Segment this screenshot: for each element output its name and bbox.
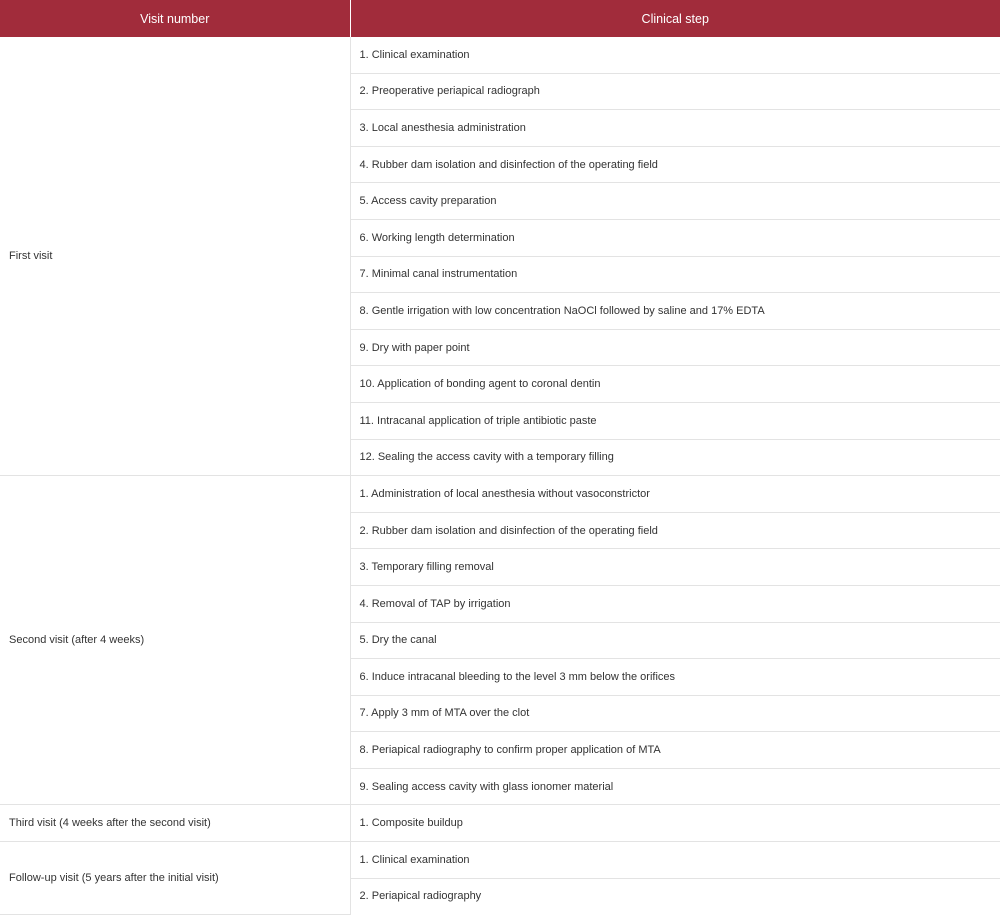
clinical-step-cell: 7. Minimal canal instrumentation — [350, 256, 1000, 293]
clinical-step-cell: 6. Working length determination — [350, 219, 1000, 256]
header-visit-number: Visit number — [0, 0, 350, 37]
clinical-step-cell: 5. Access cavity preparation — [350, 183, 1000, 220]
clinical-step-cell: 3. Local anesthesia administration — [350, 110, 1000, 147]
clinical-step-cell: 4. Removal of TAP by irrigation — [350, 585, 1000, 622]
table-body — [0, 37, 1000, 914]
table-row — [0, 37, 1000, 73]
clinical-step-cell: 1. Composite buildup — [350, 805, 1000, 842]
table-row — [0, 805, 1000, 842]
visit-label-cell: First visit — [0, 37, 350, 476]
clinical-step-cell: 4. Rubber dam isolation and disinfection of the operating field — [350, 146, 1000, 183]
clinical-step-cell: 8. Gentle irrigation with low concentration NaOCl followed by saline and 17% EDTA — [350, 293, 1000, 330]
header-row — [0, 0, 1000, 37]
visit-label-cell: Second visit (after 4 weeks) — [0, 476, 350, 805]
clinical-step-cell: 2. Preoperative periapical radiograph — [350, 73, 1000, 110]
visit-label-cell: Follow-up visit (5 years after the initial visit) — [0, 842, 350, 915]
clinical-step-cell: 8. Periapical radiography to confirm proper application of MTA — [350, 732, 1000, 769]
clinical-step-cell: 1. Administration of local anesthesia without vasoconstrictor — [350, 476, 1000, 513]
clinical-step-cell: 1. Clinical examination — [350, 842, 1000, 879]
clinical-step-cell: 2. Rubber dam isolation and disinfection of the operating field — [350, 512, 1000, 549]
clinical-step-cell: 11. Intracanal application of triple antibiotic paste — [350, 402, 1000, 439]
clinical-step-cell: 5. Dry the canal — [350, 622, 1000, 659]
header-clinical-step: Clinical step — [350, 0, 1000, 37]
clinical-step-cell: 3. Temporary filling removal — [350, 549, 1000, 586]
table-row — [0, 476, 1000, 513]
clinical-step-cell: 9. Sealing access cavity with glass ionomer material — [350, 768, 1000, 805]
clinical-step-cell: 10. Application of bonding agent to coronal dentin — [350, 366, 1000, 403]
clinical-step-cell: 12. Sealing the access cavity with a temporary filling — [350, 439, 1000, 476]
table-header — [0, 0, 1000, 37]
clinical-step-cell: 6. Induce intracanal bleeding to the level 3 mm below the orifices — [350, 659, 1000, 696]
table-row — [0, 842, 1000, 879]
clinical-step-cell: 7. Apply 3 mm of MTA over the clot — [350, 695, 1000, 732]
clinical-step-cell: 1. Clinical examination — [350, 37, 1000, 73]
clinical-step-cell: 9. Dry with paper point — [350, 329, 1000, 366]
clinical-step-cell: 2. Periapical radiography — [359, 890, 482, 903]
visit-label-cell: Third visit (4 weeks after the second visit) — [0, 805, 350, 842]
